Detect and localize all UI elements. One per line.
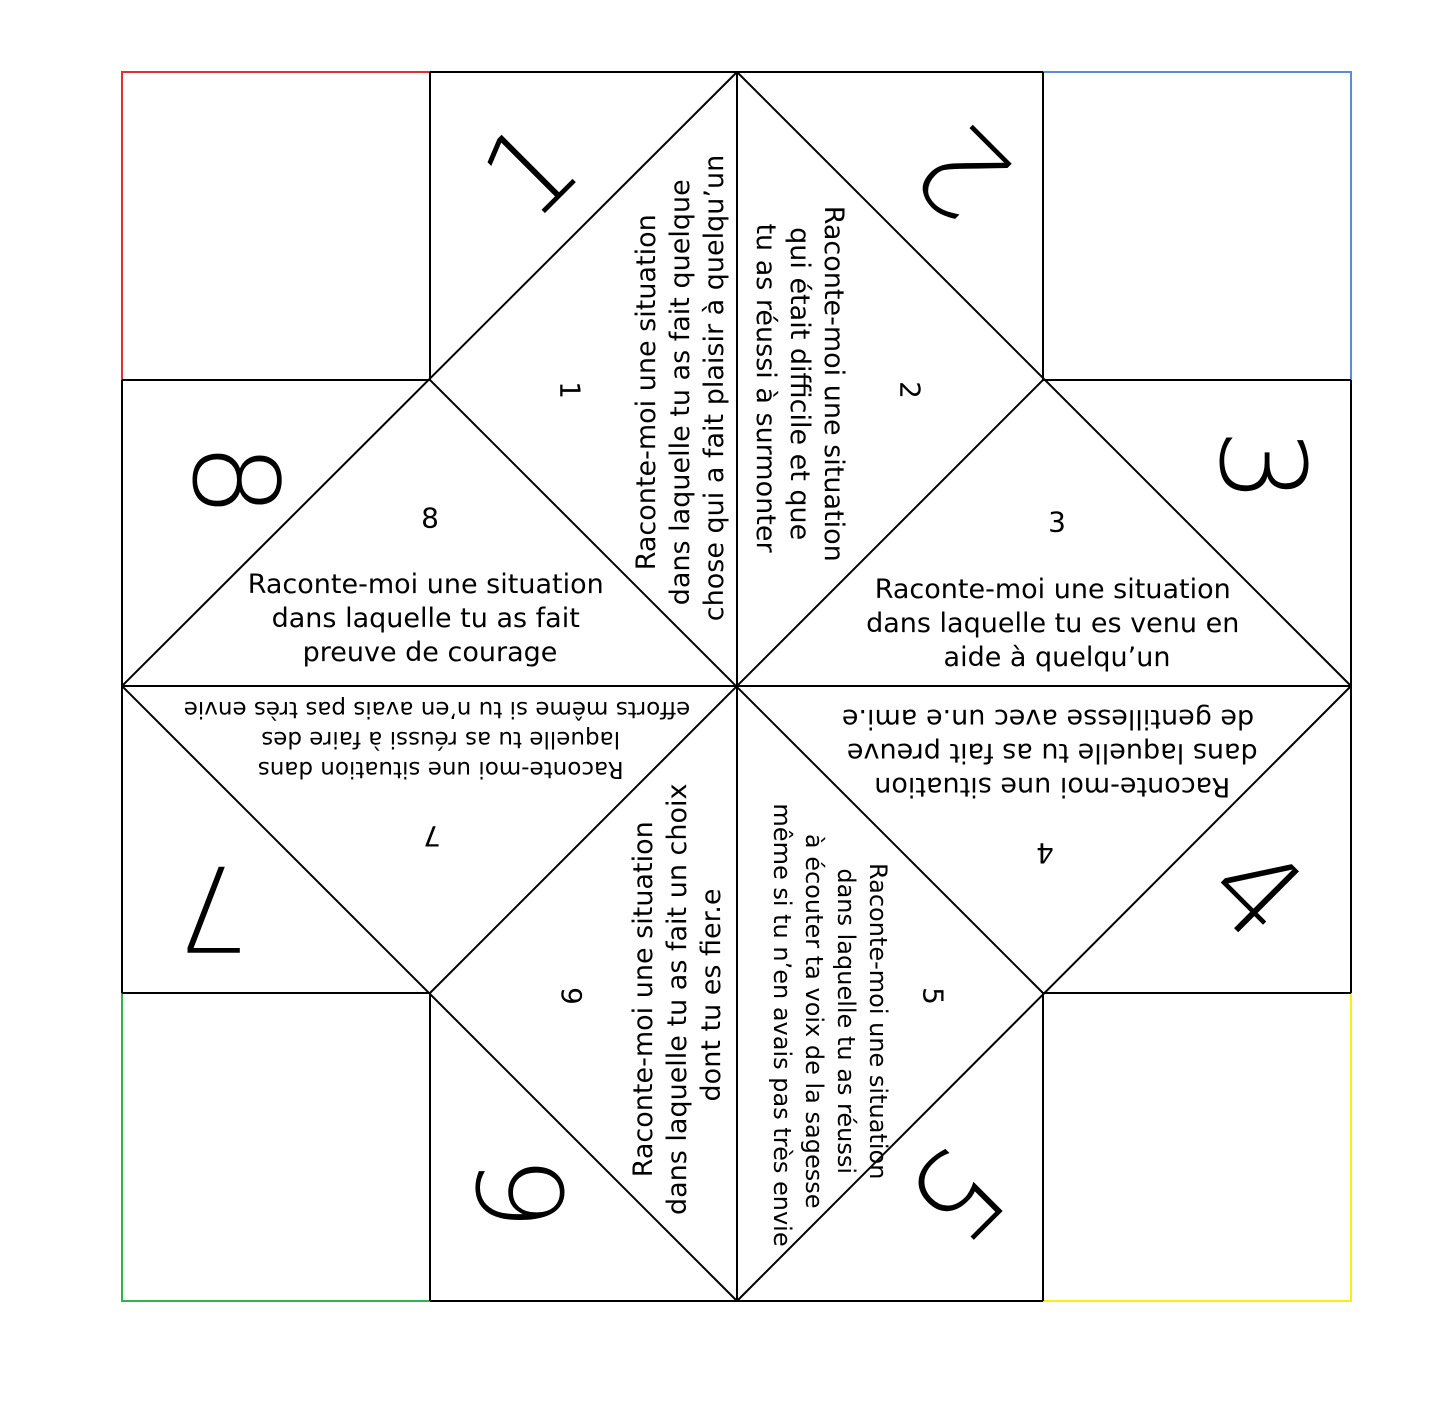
flap-7-prompt-line-3: efforts même si tu n’en avais pas très envie bbox=[183, 696, 691, 722]
flap-1-prompt-line-1: Raconte-moi une situation bbox=[631, 214, 662, 571]
flap-6-prompt-line-3: dont tu es fier.e bbox=[696, 888, 727, 1102]
flap-7-big-number: 7 bbox=[174, 839, 250, 977]
flap-4-big-number: 4 bbox=[1180, 816, 1332, 968]
flap-8-prompt-line-2: dans laquelle tu as fait bbox=[271, 603, 580, 634]
flap-1-small-number: 1 bbox=[553, 381, 587, 399]
flap-3-big-number: 3 bbox=[1193, 428, 1331, 504]
corner-square-red bbox=[122, 72, 430, 380]
flap-2-prompt bbox=[750, 206, 849, 571]
flap-3-prompt-line-3: aide à quelqu’un bbox=[943, 642, 1171, 673]
flap-2-prompt-line-2: qui était difficile et que bbox=[784, 227, 815, 541]
flap-6-prompt bbox=[628, 775, 727, 1215]
flap-8-big-number: 8 bbox=[166, 442, 304, 518]
flap-5-prompt-line-1: Raconte-moi une situation bbox=[864, 862, 892, 1180]
flap-5-prompt-line-4: même si tu n’en avais pas très envie bbox=[768, 803, 796, 1247]
corner-square-blue bbox=[1043, 72, 1351, 380]
flap-6-big-number: 6 bbox=[453, 1156, 591, 1232]
flap-5-prompt-line-2: dans laquelle tu as réussi bbox=[832, 868, 860, 1175]
fold-lines bbox=[122, 72, 1351, 1301]
flap-4-prompt-line-3: de gentillesse avec un.e ami.e bbox=[841, 703, 1255, 734]
flap-3-prompt-line-1: Raconte-moi une situation bbox=[874, 574, 1231, 605]
flap-7-prompt bbox=[184, 696, 691, 782]
flap-1-prompt bbox=[631, 155, 730, 621]
flap-4-prompt bbox=[838, 703, 1257, 802]
flap-1-prompt-line-2: dans laquelle tu as fait quelque bbox=[665, 179, 696, 606]
corner-square-green bbox=[122, 993, 430, 1301]
flap-8-prompt-line-1: Raconte-moi une situation bbox=[247, 569, 604, 600]
flap-8-prompt-line-3: preuve de courage bbox=[302, 637, 558, 668]
flap-2-small-number: 2 bbox=[893, 381, 927, 399]
flap-2-prompt-line-1: Raconte-moi une situation bbox=[818, 205, 849, 562]
flap-6-small-number: 6 bbox=[555, 987, 589, 1005]
flap-2-big-number: 2 bbox=[886, 96, 1038, 248]
flap-5-prompt-line-3: à écouter ta voix de la sagesse bbox=[800, 833, 828, 1209]
flap-1-big-number: 1 bbox=[454, 94, 606, 246]
flap-3-prompt-line-2: dans laquelle tu es venu en bbox=[866, 608, 1240, 639]
flap-5-prompt bbox=[768, 803, 892, 1246]
flap-5-small-number: 5 bbox=[916, 987, 950, 1005]
flap-6-prompt-line-2: dans laquelle tu as fait un choix bbox=[662, 783, 693, 1216]
flap-4-prompt-line-1: Raconte-moi une situation bbox=[874, 771, 1231, 802]
flap-2-prompt-line-3: tu as réussi à surmonter bbox=[750, 223, 781, 553]
corner-square-yellow bbox=[1043, 993, 1351, 1301]
flap-7-prompt-line-2: laquelle tu as réussi à faire des bbox=[261, 726, 621, 752]
flap-7-prompt-line-1: Raconte-moi une situation dans bbox=[257, 756, 624, 782]
flap-5-big-number: 5 bbox=[879, 1119, 1031, 1271]
flap-4-prompt-line-2: dans laquelle tu as fait preuve bbox=[846, 737, 1258, 768]
flap-3-prompt bbox=[866, 574, 1248, 673]
flap-1-prompt-line-3: chose qui a fait plaisir à quelqu’un bbox=[699, 154, 730, 622]
flap-4-small-number: 4 bbox=[1036, 836, 1054, 870]
flap-6-prompt-line-1: Raconte-moi une situation bbox=[628, 821, 659, 1178]
flap-7-small-number: 7 bbox=[423, 819, 441, 853]
flap-3-small-number: 3 bbox=[1048, 505, 1066, 539]
flap-8-small-number: 8 bbox=[421, 501, 439, 535]
flap-8-prompt bbox=[248, 569, 613, 668]
